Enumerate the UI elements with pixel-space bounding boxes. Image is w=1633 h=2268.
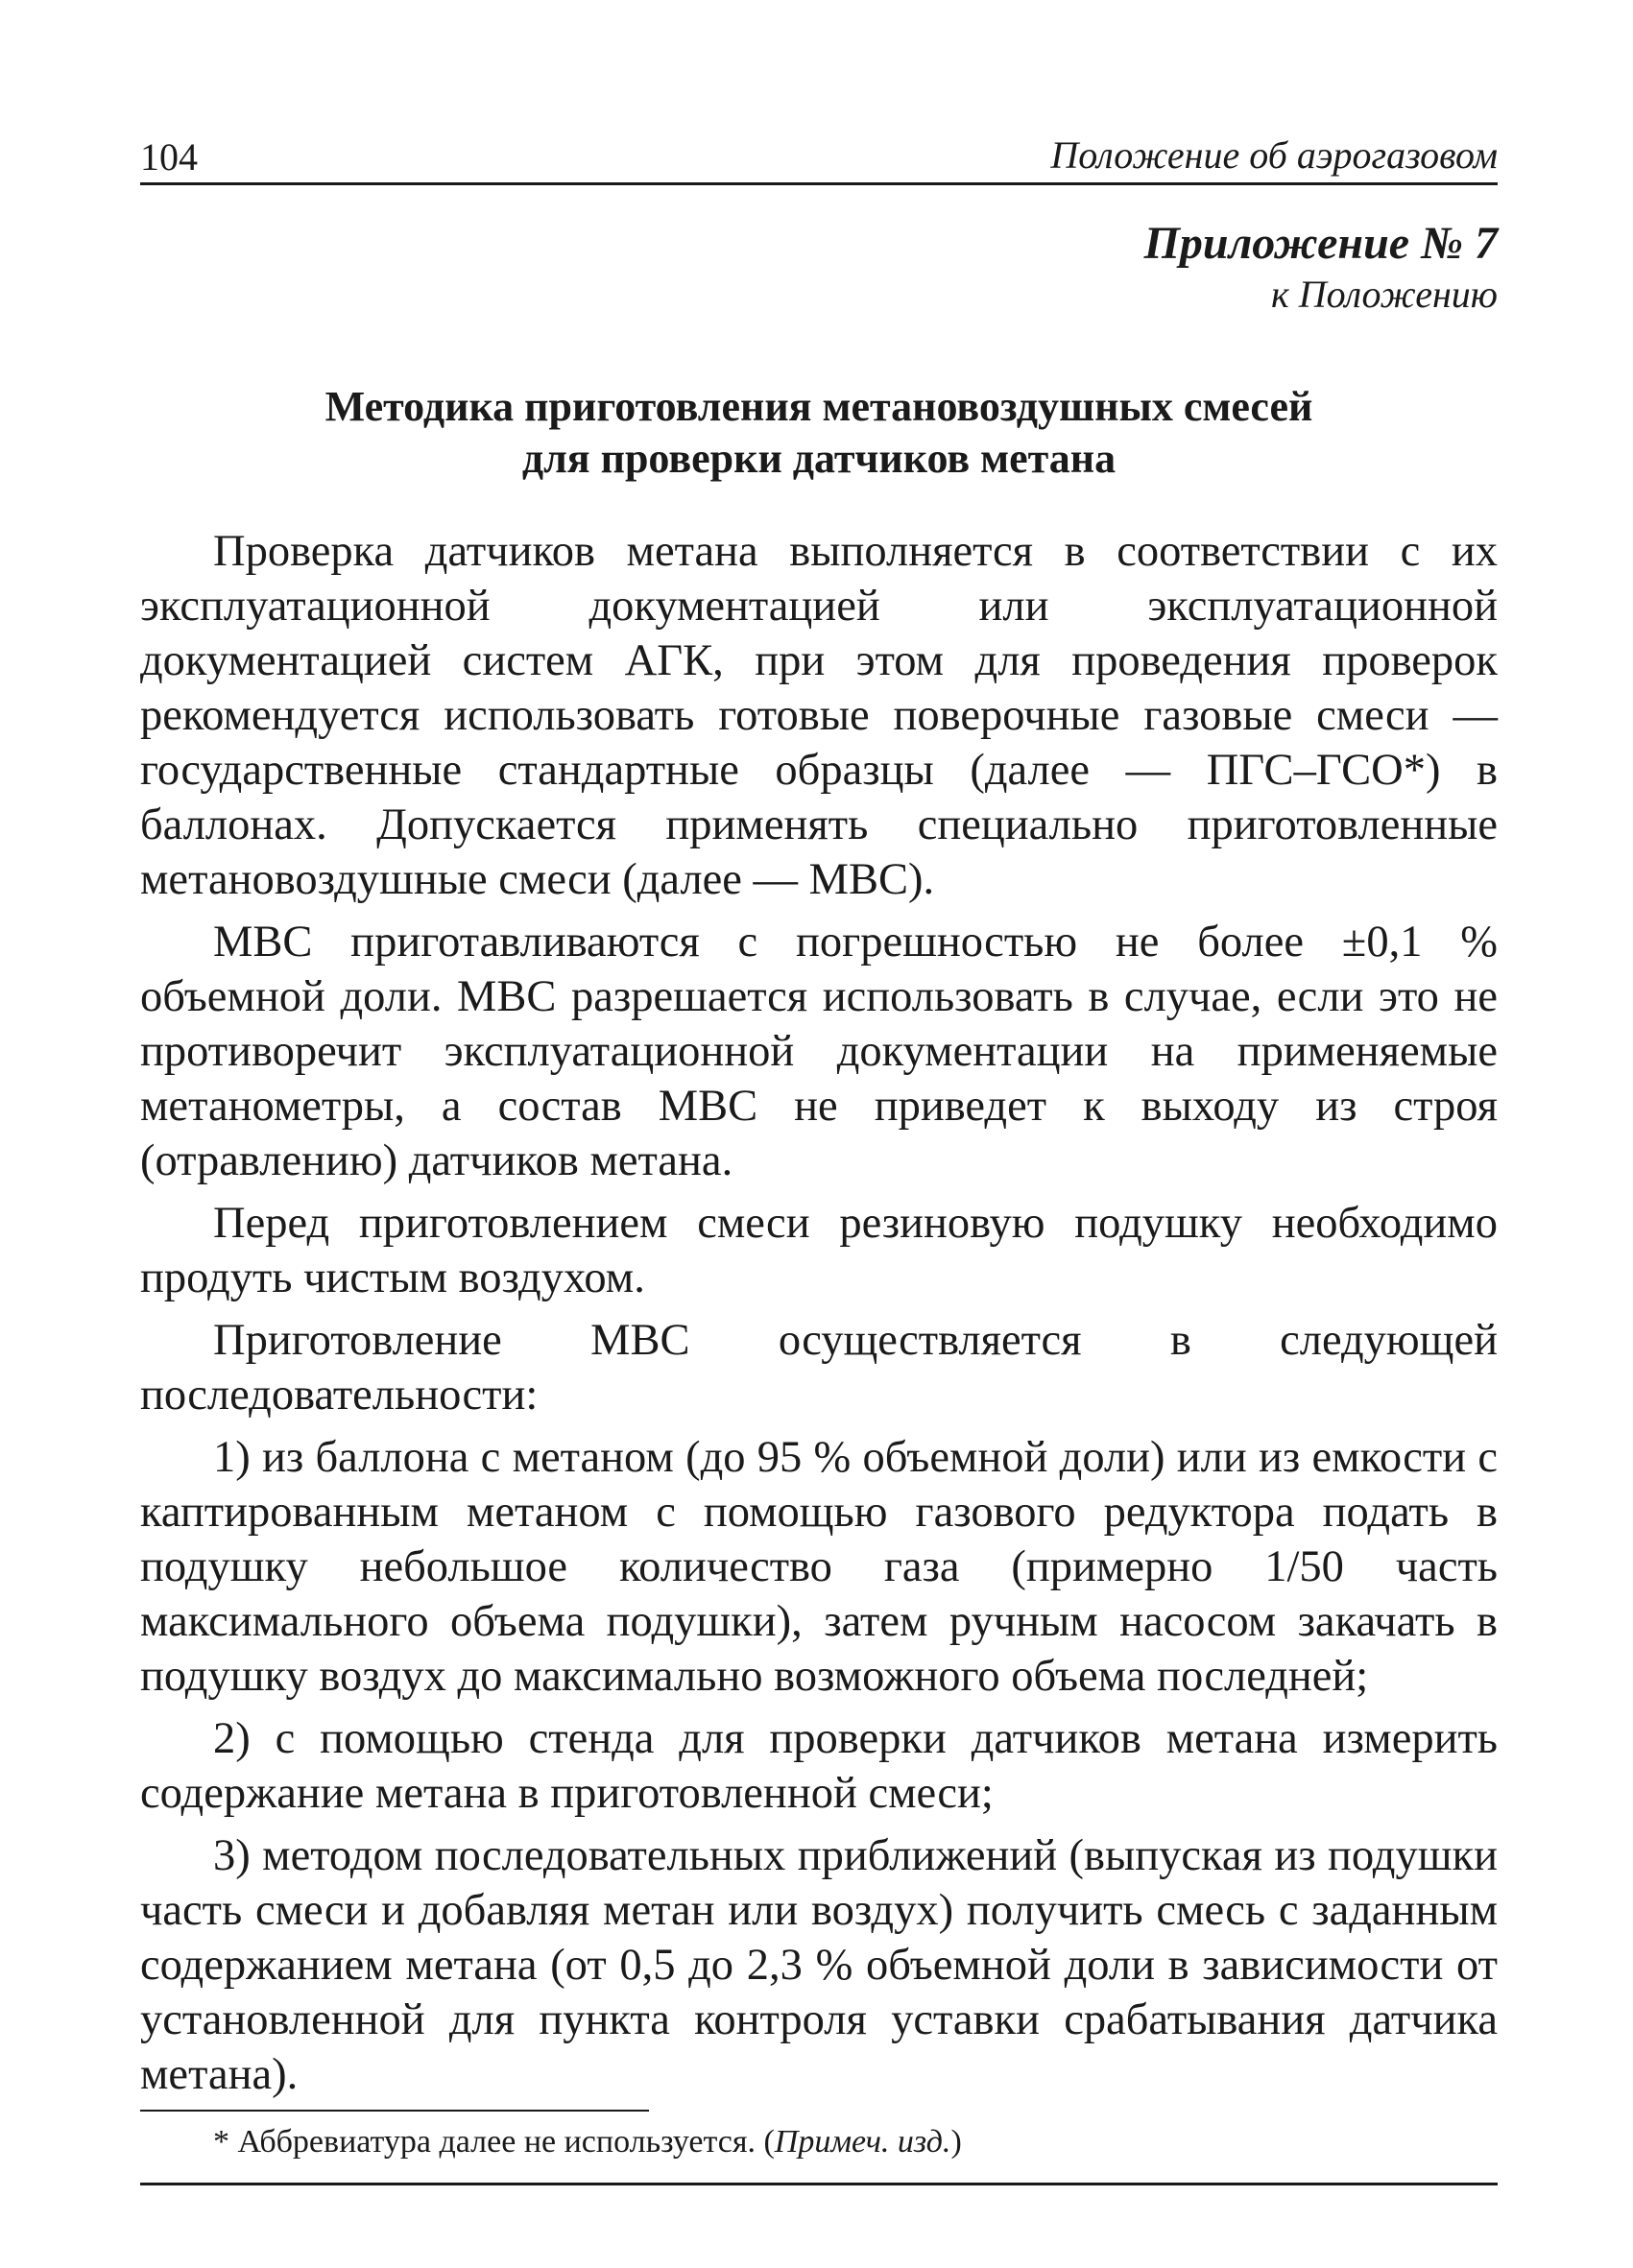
paragraph-intro: Проверка датчиков метана выполняется в соответствии с их эксплуатационной документацией или эксплуатационной документацией систем АГК, при этом для проведения проверок рекомендуется использовать готовые поверочные газовые смеси — государственные стандартные образцы (далее — ПГС–ГСО*) в баллонах. Допускается применять специально приготовленные метановоздушные смеси (далее — МВС). [140, 526, 1498, 904]
appendix-subtitle: к Положению [1270, 272, 1498, 316]
footnote [140, 2123, 1498, 2162]
footnote-editor-note: Примеч. изд. [774, 2123, 951, 2160]
document-title-line-1: Методика приготовления метановоздушных смесей [324, 382, 1313, 430]
paragraph-accuracy: МВС приготавливаются с погрешностью не более ±0,1 % объемной доли. МВС разрешается использовать в случае, если это не противоречит эксплуатационной документации на применяемые метанометры, а состав МВС не приведет к выходу из строя (отравлению) датчиков метана. [140, 917, 1498, 1185]
paragraph-sequence: Приготовление МВС осуществляется в следующей последовательности: [140, 1315, 1498, 1420]
footnote-close: ) [950, 2123, 962, 2160]
step-2: 2) с помощью стенда для проверки датчиков метана измерить содержание метана в приготовленной смеси; [140, 1713, 1498, 1818]
step-3: 3) методом последовательных приближений (выпуская из подушки часть смеси и добавляя метан или воздух) получить смесь с заданным содержанием метана (от 0,5 до 2,3 % объемной доли в зависимости от установленной для пункта контроля уставки срабатывания датчика метана). [140, 1830, 1498, 2099]
paragraph-preparation: Перед приготовлением смеси резиновую подушку необходимо продуть чистым воздухом. [140, 1198, 1498, 1302]
footnote-text: * Аббревиатура далее не используется. ( [213, 2123, 775, 2160]
appendix-block [140, 216, 1498, 318]
running-header [140, 125, 1498, 185]
document-page [140, 125, 1498, 2185]
step-1: 1) из баллона с метаном (до 95 % объемной доли) или из емкости с каптированным метаном с помощью газового редуктора подать в подушку небольшое количество газа (примерно 1/50 часть максимального объема подушки), затем ручным насосом закачать в подушку воздух до максимально возможного объема последней; [140, 1432, 1498, 1701]
page-number: 104 [140, 135, 198, 179]
document-title [140, 381, 1498, 486]
footnote-divider [140, 2110, 649, 2112]
document-title-line-2: для проверки датчиков метана [521, 435, 1117, 483]
document-body [140, 524, 1498, 2102]
running-title: Положение об аэрогазовом [1050, 133, 1498, 177]
bottom-divider [140, 2183, 1498, 2185]
appendix-label: Приложение № 7 [1143, 218, 1498, 269]
